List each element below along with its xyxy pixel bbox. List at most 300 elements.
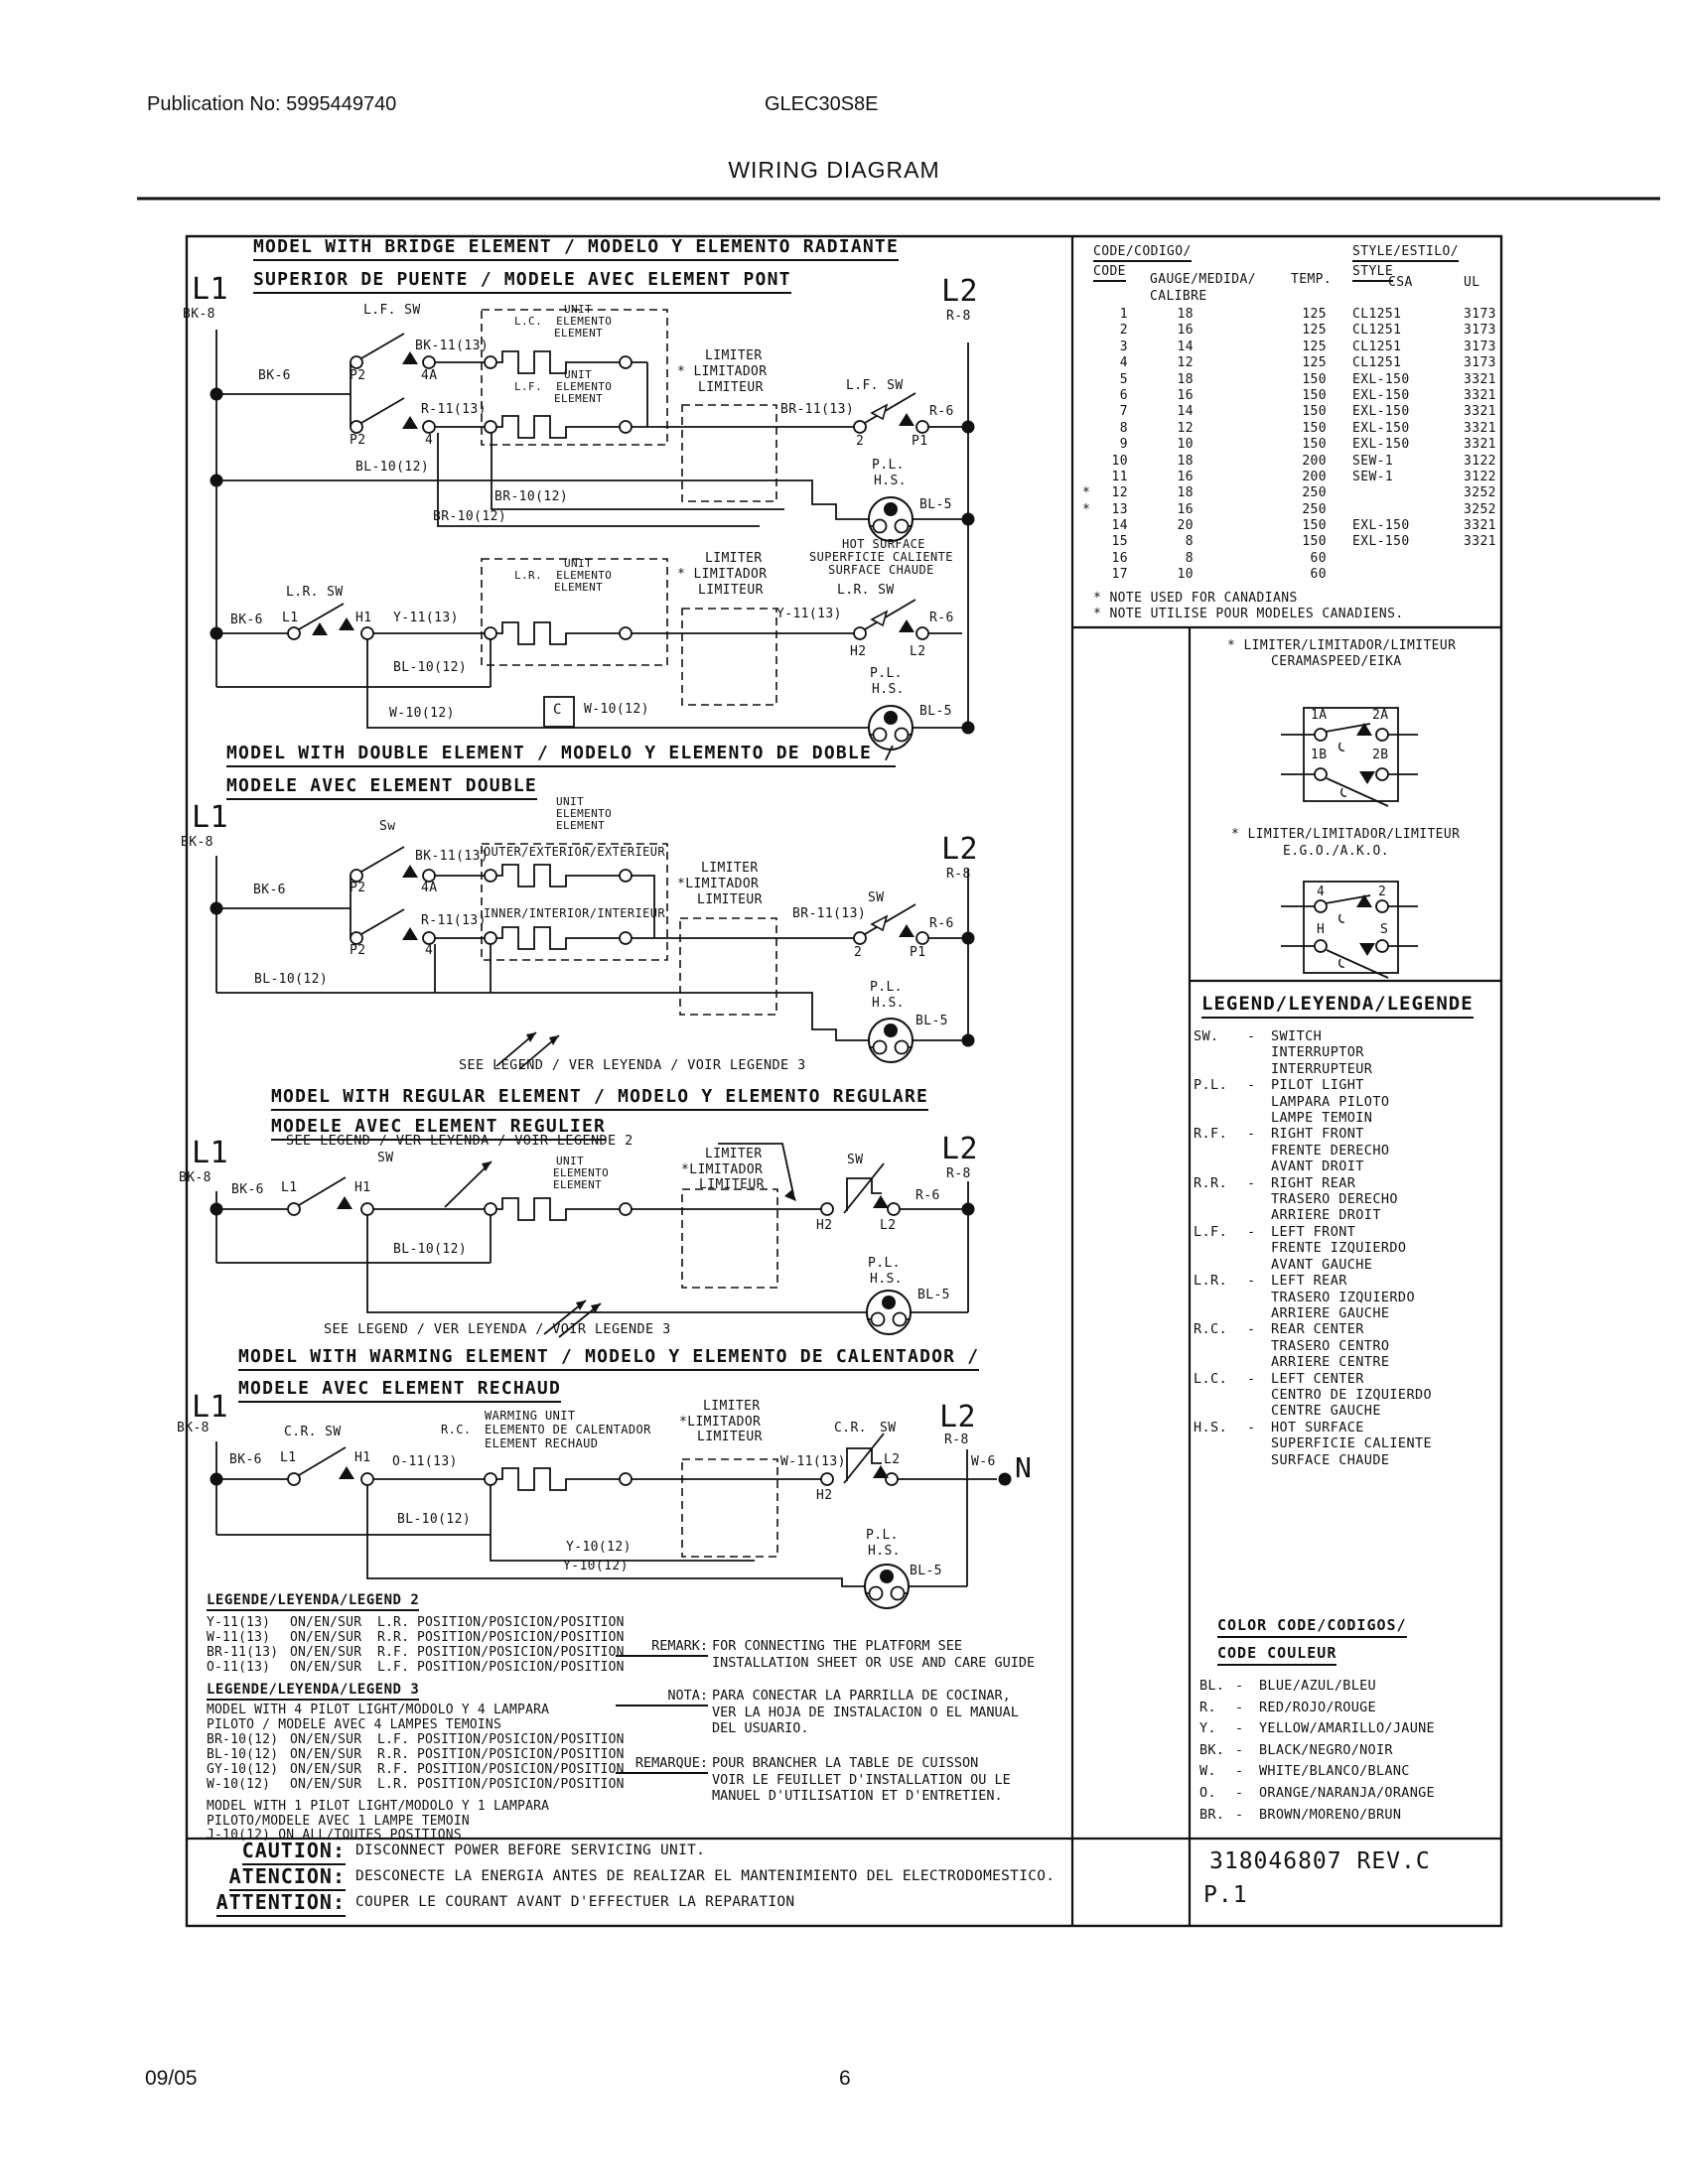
schematic-label: H1	[355, 611, 372, 625]
schematic-label: ELEMENT	[554, 327, 604, 340]
schematic-label: BK-11(13)	[415, 849, 490, 864]
table-row	[1078, 307, 1499, 323]
legend-entry: R.R. - RIGHT REAR TRASERO DERECHO ARRIERE DROIT	[1194, 1174, 1398, 1224]
remark-note-line: FOR CONNECTING THE PLATFORM SEE	[712, 1638, 962, 1654]
schematic-label: * LIMITADOR	[677, 567, 768, 582]
color-code-panel	[1194, 1608, 1497, 1826]
schematic-label: SUPERIOR DE PUENTE / MODELE AVEC ELEMENT PONT	[253, 271, 791, 294]
table-row	[1078, 355, 1499, 371]
schematic-label: H.S.	[870, 1272, 903, 1287]
color-code-row: R. - RED/ROJO/ROUGE	[1199, 1699, 1376, 1715]
schematic-label: W-6	[971, 1454, 996, 1469]
schematic-label: UNIT	[564, 368, 593, 381]
table-row	[1078, 470, 1499, 485]
w-ul: 3321	[1464, 534, 1496, 550]
schematic-label: LIMITER	[705, 551, 763, 566]
remark-note-line: PARA CONECTAR LA PARRILLA DE COCINAR,	[712, 1688, 1011, 1704]
schematic-label: ELEMENT	[554, 392, 604, 405]
legend-3	[207, 1682, 625, 1843]
schematic-label: P2	[350, 368, 366, 383]
schematic-label: BL-10(12)	[397, 1512, 472, 1527]
schematic-label: R-6	[929, 404, 954, 419]
schematic-label: MODELE AVEC ELEMENT REGULIER	[271, 1118, 606, 1141]
table-title-style: STYLE/ESTILO/	[1352, 244, 1459, 262]
w-temp: 200	[1302, 453, 1327, 469]
schematic-label: BK-6	[230, 613, 263, 627]
legend-panel	[1194, 985, 1497, 1468]
schematic-label: BK-8	[181, 835, 213, 850]
schematic-label: LIMITEUR	[697, 892, 763, 907]
schematic-label: L.F. SW	[363, 303, 421, 318]
legend-3-title: LEGENDE/LEYENDA/LEGEND 3	[207, 1682, 419, 1701]
position-legend-row: BR-11(13) ON/EN/SUR R.F. POSITION/POSICION/POSITION	[207, 1645, 625, 1660]
schematic-label: L2	[939, 1400, 976, 1434]
schematic-label: L.C. ELEMENTO	[514, 315, 613, 328]
schematic-label: H	[1317, 922, 1326, 937]
schematic-label: BK-8	[179, 1170, 211, 1185]
limiter-ego-title: * LIMITER/LIMITADOR/LIMITEUR	[1231, 827, 1461, 842]
schematic-label: BK-8	[183, 307, 215, 322]
schematic-label: R-8	[946, 867, 971, 882]
schematic-label: 4	[425, 943, 434, 958]
color-code-rows	[1194, 1676, 1497, 1826]
schematic-label: ELEMENTO	[556, 807, 613, 820]
schematic-label: P2	[350, 433, 366, 448]
schematic-label: BK-11(13)	[415, 339, 490, 353]
w-star: *	[1082, 485, 1091, 501]
schematic-label: R-6	[915, 1188, 940, 1203]
schematic-label: 2B	[1372, 748, 1389, 762]
remark-note-line: VOIR LE FEUILLET D'INSTALLATION OU LE	[712, 1771, 1011, 1788]
schematic-label: L2	[941, 832, 978, 867]
schematic-label: P.L.	[870, 666, 903, 681]
table-note-1: * NOTE USED FOR CANADIANS	[1093, 591, 1298, 606]
w-temp: 250	[1302, 485, 1327, 501]
w-temp: 150	[1302, 371, 1327, 387]
schematic-label: L1	[192, 800, 228, 835]
w-gauge: 16	[1177, 323, 1194, 339]
color-code-title-1: COLOR CODE/CODIGOS/	[1217, 1616, 1407, 1638]
table-row	[1078, 421, 1499, 437]
schematic-label: SEE LEGEND / VER LEYENDA / VOIR LEGENDE 3	[324, 1321, 671, 1337]
schematic-label: BL-10(12)	[355, 460, 430, 475]
schematic-label: UNIT	[556, 795, 585, 808]
schematic-label: MODEL WITH DOUBLE ELEMENT / MODELO Y ELEMENTO DE DOBLE /	[226, 745, 896, 767]
caution-label: ATTENTION:	[187, 1890, 346, 1914]
w-code: 17	[1111, 567, 1128, 583]
w-temp: 150	[1302, 534, 1327, 550]
schematic-label: SEE LEGEND / VER LEYENDA / VOIR LEGENDE 3	[459, 1057, 806, 1073]
caution-text: DISCONNECT POWER BEFORE SERVICING UNIT.	[355, 1843, 706, 1858]
w-ul: 3173	[1464, 307, 1496, 322]
remark-note-label: NOTA:	[616, 1688, 708, 1706]
schematic-label: INNER/INTERIOR/INTERIEUR	[484, 906, 665, 920]
schematic-label: BL-5	[917, 1288, 950, 1302]
w-gauge: 10	[1177, 437, 1194, 453]
schematic-label: H.S.	[872, 682, 905, 697]
schematic-label: R-6	[929, 916, 954, 931]
schematic-label: P.L.	[872, 458, 905, 473]
legend-entry: R.C. - REAR CENTER TRASERO CENTRO ARRIERE CENTRE	[1194, 1321, 1390, 1371]
schematic-label: S	[1380, 922, 1389, 937]
col-gauge: GAUGE/MEDIDA/	[1150, 272, 1256, 287]
schematic-label: BR-10(12)	[433, 509, 507, 524]
schematic-label: L2	[880, 1218, 897, 1233]
remark-note-label: REMARK:	[616, 1638, 708, 1657]
legend-entry: P.L. - PILOT LIGHT LAMPARA PILOTO LAMPE TEMOIN	[1194, 1077, 1390, 1127]
w-gauge: 14	[1177, 339, 1194, 354]
schematic-label: BL-5	[919, 704, 952, 719]
col-temp: TEMP.	[1291, 272, 1333, 287]
schematic-label: H.S.	[868, 1544, 901, 1559]
remark-note-line: INSTALLATION SHEET OR USE AND CARE GUIDE	[712, 1654, 1036, 1671]
table-title-code: CODE/CODIGO/	[1093, 244, 1192, 262]
schematic-label: *LIMITADOR	[679, 1415, 762, 1430]
w-csa: EXL-150	[1352, 404, 1410, 420]
w-gauge: 16	[1177, 501, 1194, 517]
schematic-label: BL-10(12)	[393, 660, 468, 675]
caution-label: CAUTION:	[187, 1839, 346, 1862]
w-csa: EXL-150	[1352, 437, 1410, 453]
schematic-label: Y-10(12)	[566, 1540, 632, 1555]
schematic-label: SW	[847, 1153, 864, 1167]
w-temp: 150	[1302, 437, 1327, 453]
col-csa: CSA	[1388, 275, 1413, 290]
schematic-label: BK-6	[231, 1182, 264, 1197]
schematic-label: N	[1015, 1451, 1033, 1484]
schematic-label: H2	[850, 644, 867, 659]
w-csa: EXL-150	[1352, 387, 1410, 403]
sheet-number: P.1	[1203, 1882, 1248, 1908]
schematic-label: WARMING UNIT	[485, 1409, 576, 1423]
remark-note-line: VER LA HOJA DE INSTALACION O EL MANUAL	[712, 1704, 1019, 1720]
w-temp: 60	[1310, 567, 1327, 583]
schematic-label: BR-11(13)	[780, 402, 855, 417]
schematic-label: L1	[192, 272, 228, 307]
w-code: 9	[1119, 437, 1128, 453]
schematic-label: Y-11(13)	[393, 611, 459, 625]
schematic-label: R-8	[944, 1433, 969, 1447]
schematic-label: LIMITEUR	[699, 1177, 765, 1192]
table-row	[1078, 551, 1499, 567]
schematic-label: W-10(12)	[584, 702, 649, 717]
schematic-label: SW	[880, 1421, 897, 1435]
table-row	[1078, 502, 1499, 518]
schematic-label: L.R. ELEMENTO	[514, 569, 613, 582]
w-code: 8	[1119, 420, 1128, 436]
schematic-label: ELEMENT RECHAUD	[485, 1436, 599, 1450]
table-title-code2: CODE	[1093, 264, 1126, 282]
remark-note	[616, 1755, 1011, 1805]
table-title-style2: STYLE	[1352, 264, 1393, 282]
schematic-label: LIMITEUR	[698, 583, 764, 598]
legend-3-outro-line: PILOTO/MODELE AVEC 1 LAMPE TEMOIN	[207, 1813, 470, 1829]
legend-3-outro-line: MODEL WITH 1 PILOT LIGHT/MODOLO Y 1 LAMPARA	[207, 1799, 550, 1814]
w-star: *	[1082, 501, 1091, 517]
schematic-label: LIMITER	[703, 1399, 761, 1414]
schematic-label: L.F. SW	[846, 378, 904, 393]
position-legend-row: Y-11(13) ON/EN/SUR L.R. POSITION/POSICION/POSITION	[207, 1615, 625, 1630]
w-csa: SEW-1	[1352, 469, 1394, 484]
schematic-label: L.R. SW	[837, 583, 895, 598]
table-row	[1078, 340, 1499, 355]
limiter-ego-subtitle: E.G.O./A.K.O.	[1283, 844, 1389, 859]
schematic-label: BL-10(12)	[254, 972, 329, 987]
w-code: 15	[1111, 534, 1128, 550]
schematic-label: L1	[282, 611, 299, 625]
legend-entry: H.S. - HOT SURFACE SUPERFICIE CALIENTE SURFACE CHAUDE	[1194, 1419, 1433, 1468]
schematic-label: L.R. SW	[286, 585, 344, 600]
legend-2	[207, 1592, 625, 1675]
w-code: 12	[1111, 485, 1128, 501]
schematic-label: R-8	[946, 309, 971, 324]
schematic-label: C	[553, 702, 562, 718]
schematic-label: MODEL WITH WARMING ELEMENT / MODELO Y ELEMENTO DE CALENTADOR /	[238, 1348, 979, 1371]
schematic-label: 4	[1317, 885, 1326, 899]
w-ul: 3252	[1464, 485, 1496, 501]
table-row	[1078, 372, 1499, 388]
w-csa: CL1251	[1352, 307, 1402, 322]
schematic-label: 4A	[421, 368, 438, 383]
schematic-label: C.R. SW	[284, 1425, 342, 1439]
legend-3-intro-line: MODEL WITH 4 PILOT LIGHT/MODOLO Y 4 LAMPARA	[207, 1703, 550, 1717]
position-legend-row: W-11(13) ON/EN/SUR R.R. POSITION/POSICION/POSITION	[207, 1630, 625, 1645]
w-temp: 150	[1302, 404, 1327, 420]
schematic-label: LIMITEUR	[698, 380, 764, 395]
w-gauge: 20	[1177, 518, 1194, 534]
schematic-label: UNIT	[556, 1155, 585, 1167]
w-gauge: 18	[1177, 371, 1194, 387]
schematic-label: P1	[912, 434, 928, 449]
w-ul: 3321	[1464, 518, 1496, 534]
w-gauge: 8	[1185, 550, 1194, 566]
w-gauge: 16	[1177, 469, 1194, 484]
schematic-label: MODELE AVEC ELEMENT RECHAUD	[238, 1380, 561, 1403]
remark-note	[616, 1638, 1035, 1671]
w-code: 7	[1119, 404, 1128, 420]
schematic-label: BL-5	[919, 497, 952, 512]
table-row	[1078, 454, 1499, 470]
schematic-label: Y-10(12)	[563, 1559, 629, 1573]
w-temp: 125	[1302, 323, 1327, 339]
w-temp: 200	[1302, 469, 1327, 484]
schematic-label: SW	[377, 1151, 394, 1165]
color-code-row: Y. - YELLOW/AMARILLO/JAUNE	[1199, 1720, 1435, 1737]
w-gauge: 10	[1177, 567, 1194, 583]
w-gauge: 14	[1177, 404, 1194, 420]
table-row	[1078, 567, 1499, 583]
schematic-label: BK-6	[258, 368, 291, 383]
schematic-label: *LIMITADOR	[681, 1162, 764, 1177]
schematic-label: L1	[192, 1390, 228, 1425]
w-temp: 60	[1310, 550, 1327, 566]
schematic-label: OUTER/EXTERIOR/EXTERIEUR	[484, 845, 665, 859]
schematic-label: W-11(13)	[780, 1454, 846, 1469]
schematic-label: BL-10(12)	[393, 1242, 468, 1257]
schematic-label: H2	[816, 1488, 833, 1503]
schematic-label: L1	[281, 1180, 298, 1195]
w-gauge: 18	[1177, 485, 1194, 501]
schematic-label: 2	[1378, 885, 1387, 899]
w-ul: 3321	[1464, 371, 1496, 387]
color-code-title-2: CODE COULEUR	[1217, 1644, 1336, 1666]
w-ul: 3173	[1464, 339, 1496, 354]
w-temp: 150	[1302, 420, 1327, 436]
schematic-label: BR-10(12)	[494, 489, 569, 504]
w-temp: 250	[1302, 501, 1327, 517]
schematic-label: LIMITER	[705, 1147, 763, 1161]
w-csa: EXL-150	[1352, 518, 1410, 534]
schematic-label: 4A	[421, 881, 438, 895]
schematic-label: C.R.	[834, 1421, 867, 1435]
schematic-label: R.C.	[441, 1423, 472, 1436]
legend-entry: L.C. - LEFT CENTER CENTRO DE IZQUIERDO CENTRE GAUCHE	[1194, 1370, 1433, 1420]
position-legend-row: W-10(12) ON/EN/SUR L.R. POSITION/POSICION/POSITION	[207, 1777, 625, 1792]
schematic-label: MODELE AVEC ELEMENT DOUBLE	[226, 777, 537, 800]
schematic-label: SURFACE CHAUDE	[828, 563, 934, 577]
w-code: 13	[1111, 501, 1128, 517]
color-code-row: BR. - BROWN/MORENO/BRUN	[1199, 1806, 1402, 1823]
legend-entry: L.R. - LEFT REAR TRASERO IZQUIERDO ARRIERE GAUCHE	[1194, 1273, 1415, 1321]
caution-row	[187, 1864, 1190, 1890]
schematic-label: HOT SURFACE	[842, 537, 925, 551]
color-code-row: W. - WHITE/BLANCO/BLANC	[1199, 1763, 1410, 1780]
legend-3-body	[207, 1704, 625, 1843]
remark-note-line: POUR BRANCHER LA TABLE DE CUISSON	[712, 1755, 979, 1771]
schematic-label: LIMITEUR	[697, 1430, 763, 1444]
schematic-label: P.L.	[866, 1528, 899, 1543]
w-code: 11	[1111, 469, 1128, 484]
schematic-label: BK-6	[229, 1452, 262, 1467]
color-code-row: O. - ORANGE/NARANJA/ORANGE	[1199, 1784, 1435, 1801]
w-gauge: 18	[1177, 307, 1194, 322]
w-ul: 3321	[1464, 420, 1496, 436]
schematic-label: BK-8	[177, 1421, 210, 1435]
legend-2-rows	[207, 1615, 625, 1675]
legend-2-title: LEGENDE/LEYENDA/LEGEND 2	[207, 1592, 419, 1611]
w-code: 16	[1111, 550, 1128, 566]
legend-3-intro-line: PILOTO / MODELE AVEC 4 LAMPES TEMOINS	[207, 1716, 501, 1732]
schematic-label: SEE LEGEND / VER LEYENDA / VOIR LEGENDE 2	[286, 1133, 633, 1149]
w-temp: 125	[1302, 339, 1327, 354]
table-row	[1078, 323, 1499, 339]
caution-text: DESCONECTE LA ENERGIA ANTES DE REALIZAR EL MANTENIMIENTO DEL ELECTRODOMESTICO.	[355, 1868, 1055, 1884]
col-ul: UL	[1464, 275, 1480, 290]
schematic-label: H1	[354, 1450, 371, 1465]
schematic-label: L1	[280, 1450, 297, 1465]
caution-text: COUPER LE COURANT AVANT D'EFFECTUER LA REPARATION	[355, 1894, 795, 1910]
schematic-label: 4	[425, 433, 434, 448]
schematic-label: L1	[192, 1136, 228, 1170]
w-ul: 3321	[1464, 387, 1496, 403]
w-ul: 3321	[1464, 437, 1496, 453]
schematic-label: BL-5	[910, 1564, 942, 1578]
w-gauge: 18	[1177, 453, 1194, 469]
schematic-label: R-8	[946, 1166, 971, 1181]
legend-3-outro-line: J-10(12) ON ALL/TOUTES POSITIONS	[207, 1828, 462, 1843]
schematic-label: BK-6	[253, 883, 286, 897]
legend-entry: SW. - SWITCH INTERRUPTOR INTERRUPTEUR	[1194, 1028, 1373, 1077]
schematic-label: 2A	[1372, 708, 1389, 723]
w-csa: EXL-150	[1352, 534, 1410, 550]
w-csa: CL1251	[1352, 339, 1402, 354]
w-gauge: 8	[1185, 534, 1194, 550]
color-code-row: BL. - BLUE/AZUL/BLEU	[1199, 1678, 1376, 1694]
w-temp: 150	[1302, 518, 1327, 534]
schematic-label: SUPERFICIE CALIENTE	[809, 550, 953, 564]
schematic-label: O-11(13)	[392, 1454, 458, 1469]
caution-strip	[187, 1839, 1190, 1916]
w-csa: CL1251	[1352, 355, 1402, 371]
legend-entry: L.F. - LEFT FRONT FRENTE IZQUIERDO AVANT GAUCHE	[1194, 1223, 1407, 1273]
table-row	[1078, 404, 1499, 420]
schematic-label: H.S.	[874, 474, 907, 488]
w-code: 4	[1119, 355, 1128, 371]
schematic-label: UNIT	[564, 557, 593, 570]
w-csa: CL1251	[1352, 323, 1402, 339]
schematic-label: R-11(13)	[421, 913, 487, 928]
w-code: 5	[1119, 371, 1128, 387]
w-gauge: 16	[1177, 387, 1194, 403]
w-temp: 125	[1302, 355, 1327, 371]
table-row	[1078, 388, 1499, 404]
w-ul: 3321	[1464, 404, 1496, 420]
schematic-label: Sw	[379, 819, 396, 834]
schematic-label: MODEL WITH BRIDGE ELEMENT / MODELO Y ELEMENTO RADIANTE	[253, 238, 899, 261]
remark-note-line: MANUEL D'UTILISATION ET D'ENTRETIEN.	[712, 1788, 1003, 1804]
table-note-2: * NOTE UTILISE POUR MODELES CANADIENS.	[1093, 607, 1404, 621]
schematic-label: LIMITER	[701, 861, 759, 876]
w-code: 1	[1119, 307, 1128, 322]
w-temp: 125	[1302, 307, 1327, 322]
w-ul: 3122	[1464, 469, 1496, 484]
schematic-label: W-10(12)	[389, 706, 455, 721]
schematic-label: P.L.	[868, 1256, 901, 1271]
schematic-label: ELEMENT	[553, 1178, 603, 1191]
schematic-label: L.F. ELEMENTO	[514, 380, 613, 393]
schematic-label: H.S.	[872, 996, 905, 1011]
schematic-label: L2	[941, 1132, 978, 1166]
schematic-label: Y-11(13)	[776, 607, 842, 621]
w-csa: EXL-150	[1352, 420, 1410, 436]
position-legend-row: O-11(13) ON/EN/SUR L.F. POSITION/POSICION/POSITION	[207, 1660, 625, 1675]
caution-row	[187, 1839, 1190, 1864]
w-code: 14	[1111, 518, 1128, 534]
wire-table-rows	[1078, 307, 1499, 584]
w-ul: 3173	[1464, 323, 1496, 339]
schematic-label: 2	[856, 434, 865, 449]
schematic-label: 1B	[1311, 748, 1328, 762]
w-csa: SEW-1	[1352, 453, 1394, 469]
legend-entry: R.F. - RIGHT FRONT FRENTE DERECHO AVANT DROIT	[1194, 1126, 1390, 1175]
schematic-label: L2	[884, 1452, 901, 1467]
remark-note	[616, 1688, 1019, 1737]
footer-page-number: 6	[839, 2067, 851, 2090]
schematic-label: P.L.	[870, 980, 903, 995]
caution-label: ATENCION:	[187, 1864, 346, 1888]
schematic-label: P1	[910, 945, 926, 960]
w-code: 10	[1111, 453, 1128, 469]
w-csa: EXL-150	[1352, 371, 1410, 387]
schematic-label: ELEMENTO DE CALENTADOR	[485, 1423, 651, 1436]
schematic-label: H2	[816, 1218, 833, 1233]
limiter-ceramaspeed-subtitle: CERAMASPEED/EIKA	[1271, 654, 1402, 669]
w-gauge: 12	[1177, 420, 1194, 436]
w-temp: 150	[1302, 387, 1327, 403]
position-legend-row: GY-10(12) ON/EN/SUR R.F. POSITION/POSICION/POSITION	[207, 1762, 625, 1777]
w-ul: 3122	[1464, 453, 1496, 469]
schematic-label: BL-5	[915, 1014, 948, 1028]
